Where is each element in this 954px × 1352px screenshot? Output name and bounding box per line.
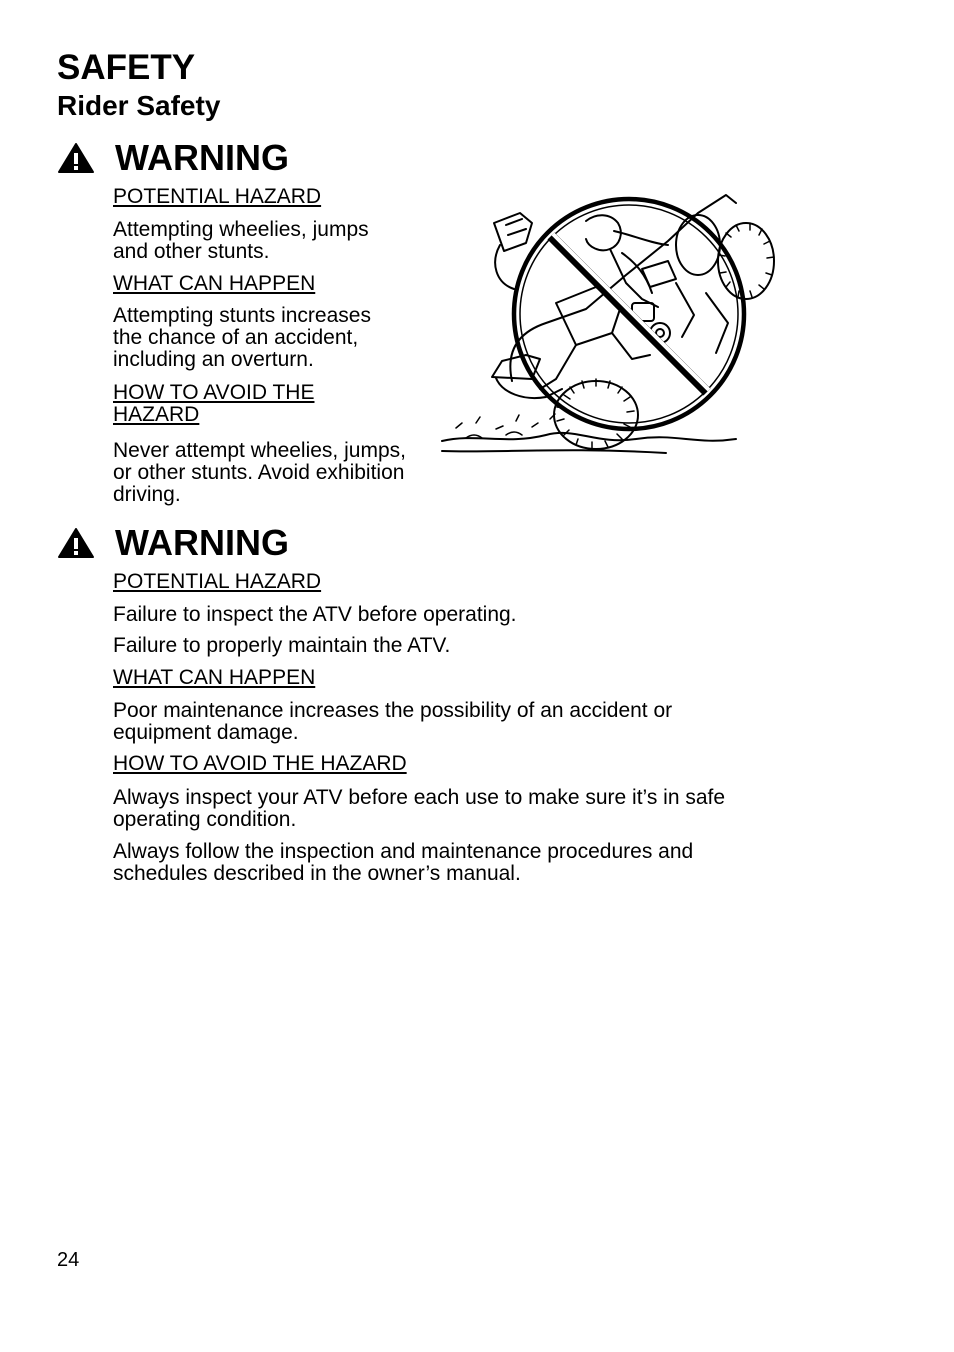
section-title: SAFETY: [57, 48, 196, 87]
potential-hazard-text: Failure to inspect the ATV before operating.: [113, 603, 517, 626]
warning-heading-1: [57, 137, 289, 178]
potential-hazard-text: Failure to properly maintain the ATV.: [113, 634, 451, 657]
how-to-avoid-label: HOW TO AVOID THE HAZARD: [113, 752, 407, 775]
how-to-avoid-label: HOW TO AVOID THE HAZARD: [113, 381, 315, 426]
warning-heading-2: [57, 522, 289, 563]
warning-triangle-icon: [57, 142, 95, 174]
what-can-happen-text: Attempting stunts increases the chance of an accident, including an overturn.: [113, 304, 371, 371]
subsection-title: Rider Safety: [57, 90, 221, 121]
warning-title: WARNING: [115, 137, 289, 178]
warning-triangle-icon: [57, 527, 95, 559]
how-to-avoid-text: Always inspect your ATV before each use to make sure it’s in safe operating condition.: [113, 786, 726, 831]
atv-wheelie-prohibited-illustration: [436, 183, 781, 458]
how-to-avoid-text: Never attempt wheelies, jumps, or other stunts. Avoid exhibition driving.: [113, 439, 406, 506]
what-can-happen-label: WHAT CAN HAPPEN: [113, 272, 316, 295]
how-to-avoid-text: Always follow the inspection and maintenance procedures and schedules described in the owner’s manual.: [113, 840, 694, 885]
potential-hazard-label: POTENTIAL HAZARD: [113, 185, 322, 208]
page-number: 24: [57, 1249, 80, 1271]
what-can-happen-label: WHAT CAN HAPPEN: [113, 666, 316, 689]
potential-hazard-text: Attempting wheelies, jumps and other stunts.: [113, 218, 369, 263]
what-can-happen-text: Poor maintenance increases the possibility of an accident or equipment damage.: [113, 699, 673, 744]
potential-hazard-label: POTENTIAL HAZARD: [113, 570, 322, 593]
warning-title: WARNING: [115, 522, 289, 563]
